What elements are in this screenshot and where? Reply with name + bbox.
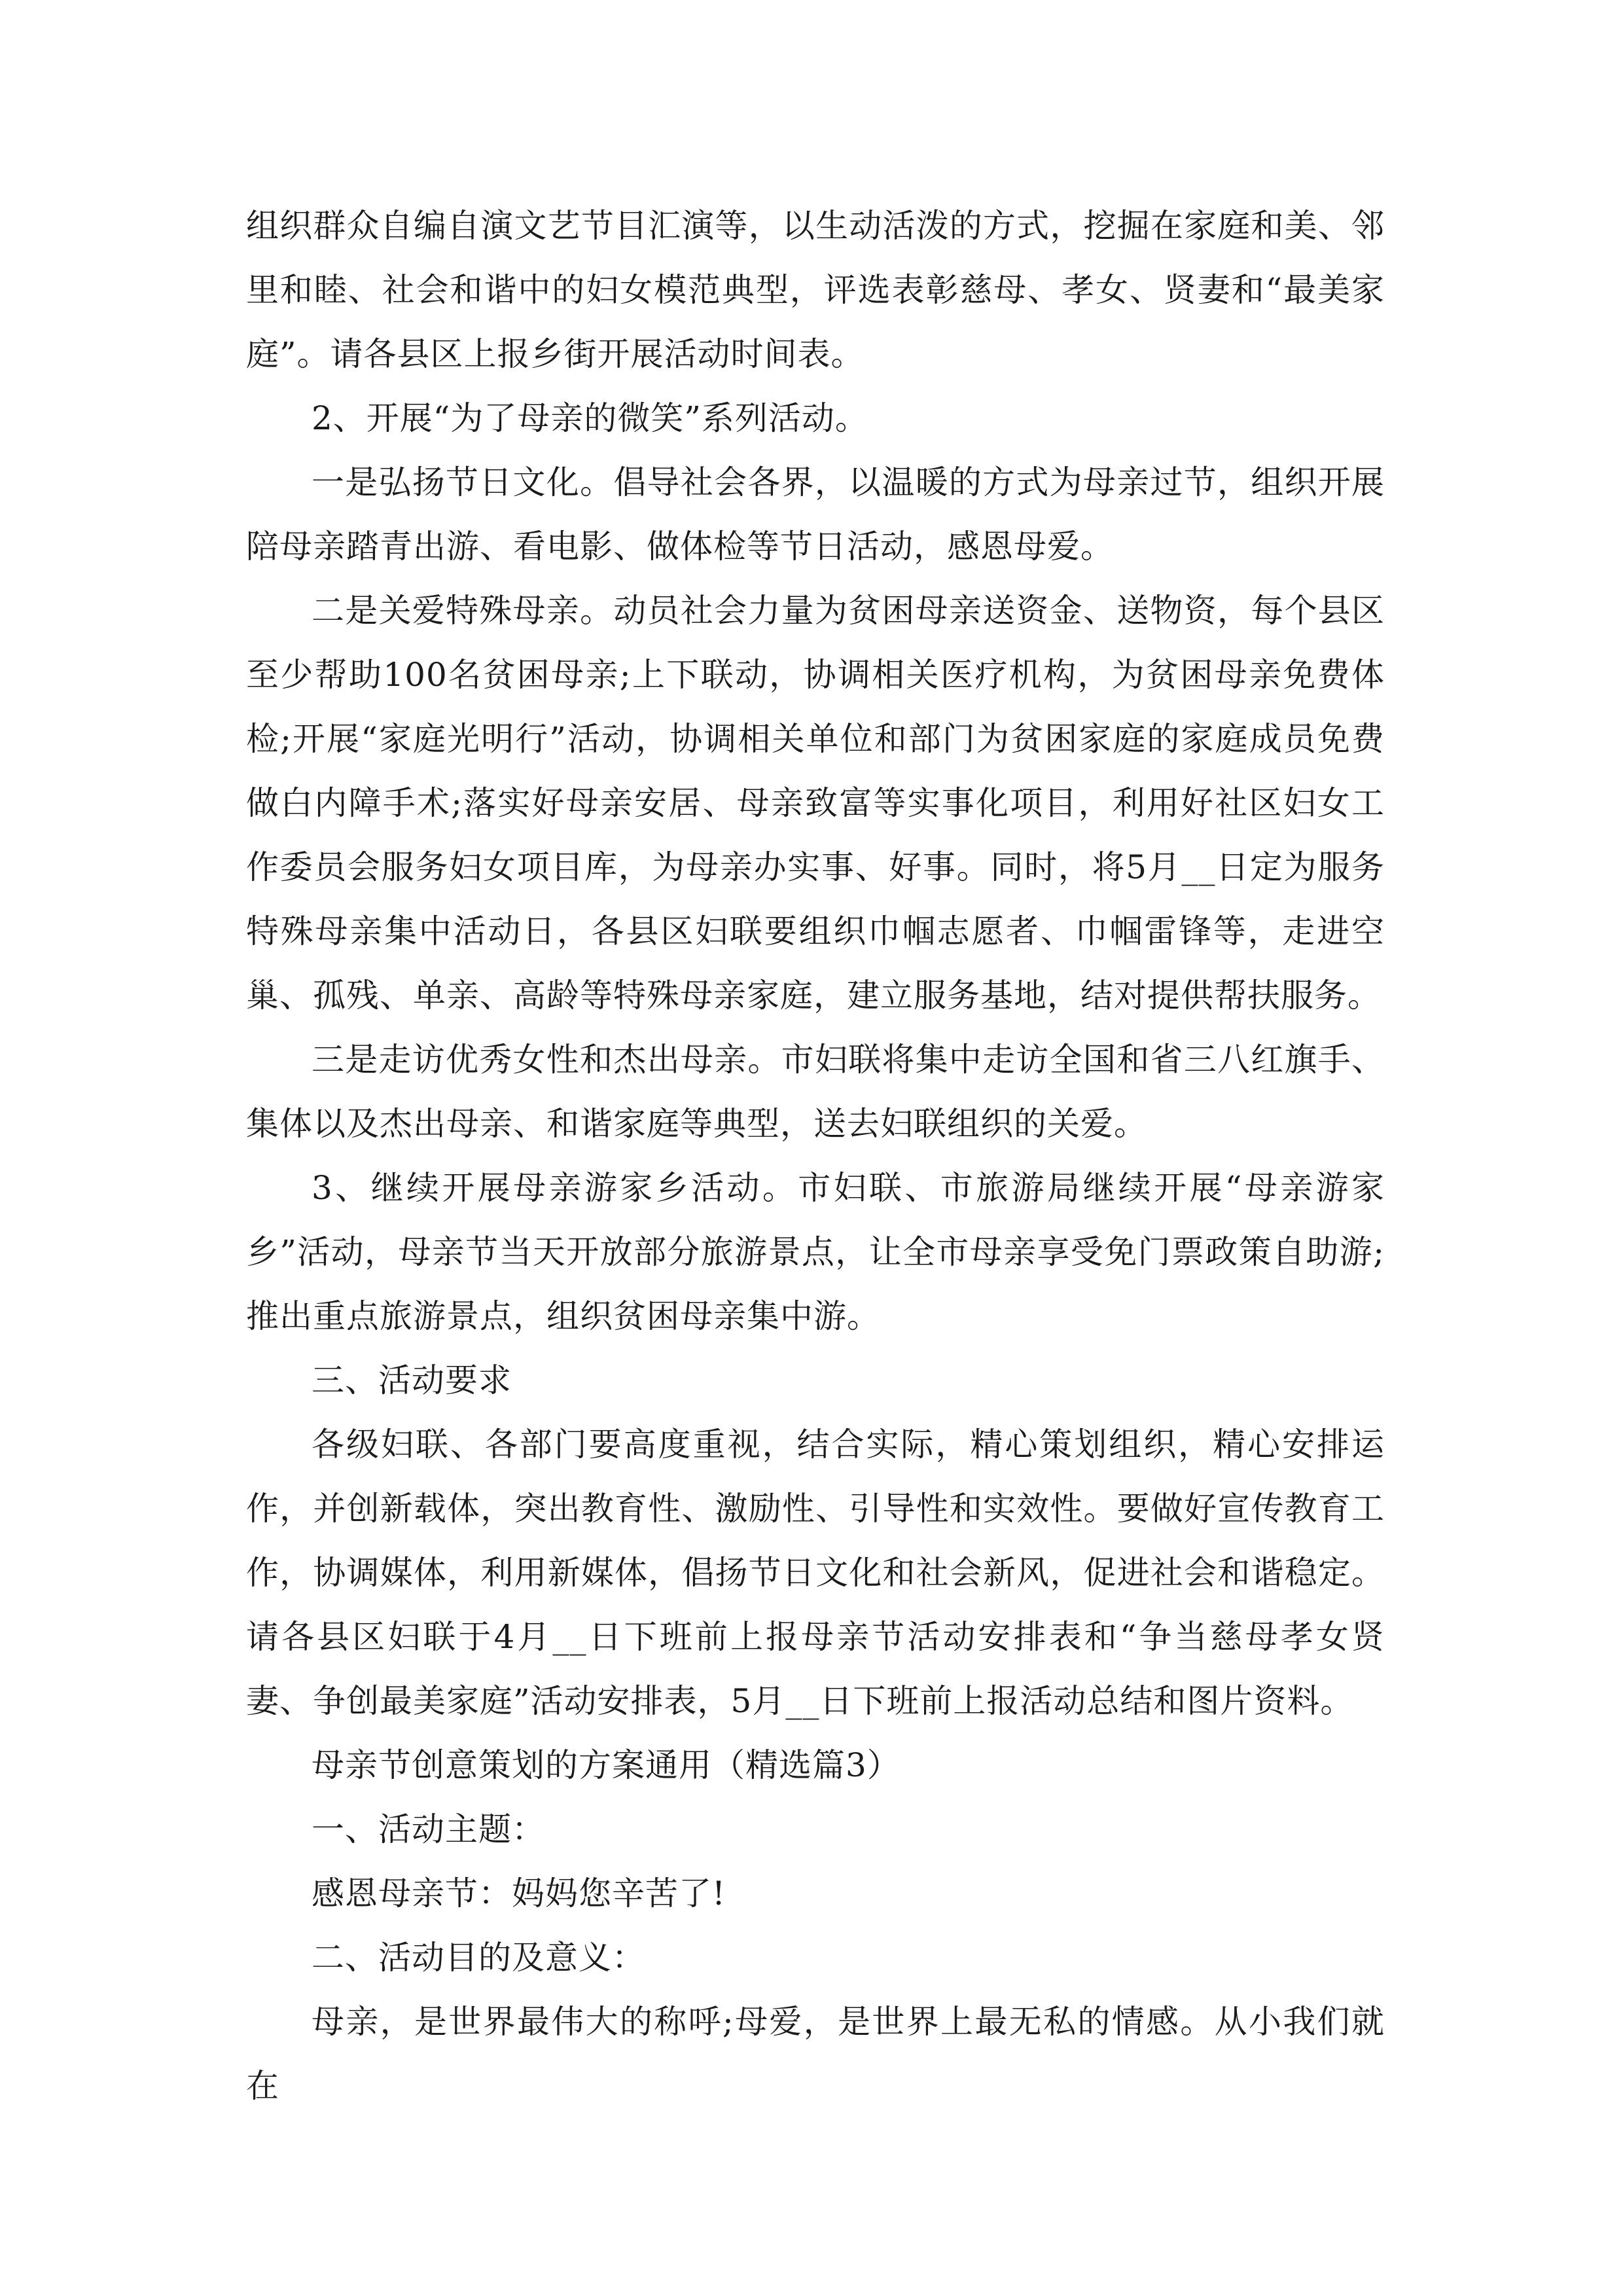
section-heading-purpose: 二、活动目的及意义：	[312, 1939, 645, 1977]
paragraph-item-2-heading: 2、开展“为了母亲的微笑”系列活动。	[312, 399, 868, 437]
paragraph-item-3-travel: 3、继续开展母亲游家乡活动。市妇联、市旅游局继续开展“母亲游家乡”活动，母亲节当天开放部分旅游景点，让全市母亲享受免门票政策自助游;推出重点旅游景点，组织贫困母亲集中游。	[246, 1169, 1385, 1335]
paragraph-theme: 感恩母亲节：妈妈您辛苦了!	[312, 1874, 726, 1912]
document-body	[246, 194, 1385, 2118]
paragraph-requirements: 各级妇联、各部门要高度重视，结合实际，精心策划组织，精心安排运作，并创新载体，突出教育性、激励性、引导性和实效性。要做好宣传教育工作，协调媒体，利用新媒体，倡扬节日文化和社会新风，促进社会和谐稳定。请各县区妇联于4月__日下班前上报母亲节活动安排表和“争当慈母孝女贤妻、争创最美家庭”活动安排表，5月__日下班前上报活动总结和图片资料。	[246, 1426, 1385, 1720]
section-title-plan-3: 母亲节创意策划的方案通用（精选篇3）	[312, 1746, 901, 1784]
paragraph-purpose: 母亲，是世界最伟大的称呼;母爱，是世界上最无私的情感。从小我们就在	[246, 2003, 1385, 2105]
paragraph-continued: 组织群众自编自演文艺节目汇演等，以生动活泼的方式，挖掘在家庭和美、邻里和睦、社会和谐中的妇女模范典型，评选表彰慈母、孝女、贤妻和“最美家庭”。请各县区上报乡街开展活动时间表。	[246, 207, 1385, 373]
paragraph-visit-outstanding: 三是走访优秀女性和杰出母亲。市妇联将集中走访全国和省三八红旗手、集体以及杰出母亲、和谐家庭等典型，送去妇联组织的关爱。	[246, 1041, 1385, 1143]
section-heading-requirements: 三、活动要求	[312, 1361, 512, 1399]
paragraph-special-mothers: 二是关爱特殊母亲。动员社会力量为贫困母亲送资金、送物资，每个县区至少帮助100名贫困母亲;上下联动，协调相关医疗机构，为贫困母亲免费体检;开展“家庭光明行”活动，协调相关单位和部门为贫困家庭的家庭成员免费做白内障手术;落实好母亲安居、母亲致富等实事化项目，利用好社区妇女工作委员会服务妇女项目库，为母亲办实事、好事。同时，将5月__日定为服务特殊母亲集中活动日，各县区妇联要组织巾帼志愿者、巾帼雷锋等，走进空巢、孤残、单亲、高龄等特殊母亲家庭，建立服务基地，结对提供帮扶服务。	[246, 592, 1385, 1014]
paragraph-festival-culture: 一是弘扬节日文化。倡导社会各界，以温暖的方式为母亲过节，组织开展陪母亲踏青出游、看电影、做体检等节日活动，感恩母爱。	[246, 463, 1385, 565]
section-heading-theme: 一、活动主题：	[312, 1810, 545, 1848]
